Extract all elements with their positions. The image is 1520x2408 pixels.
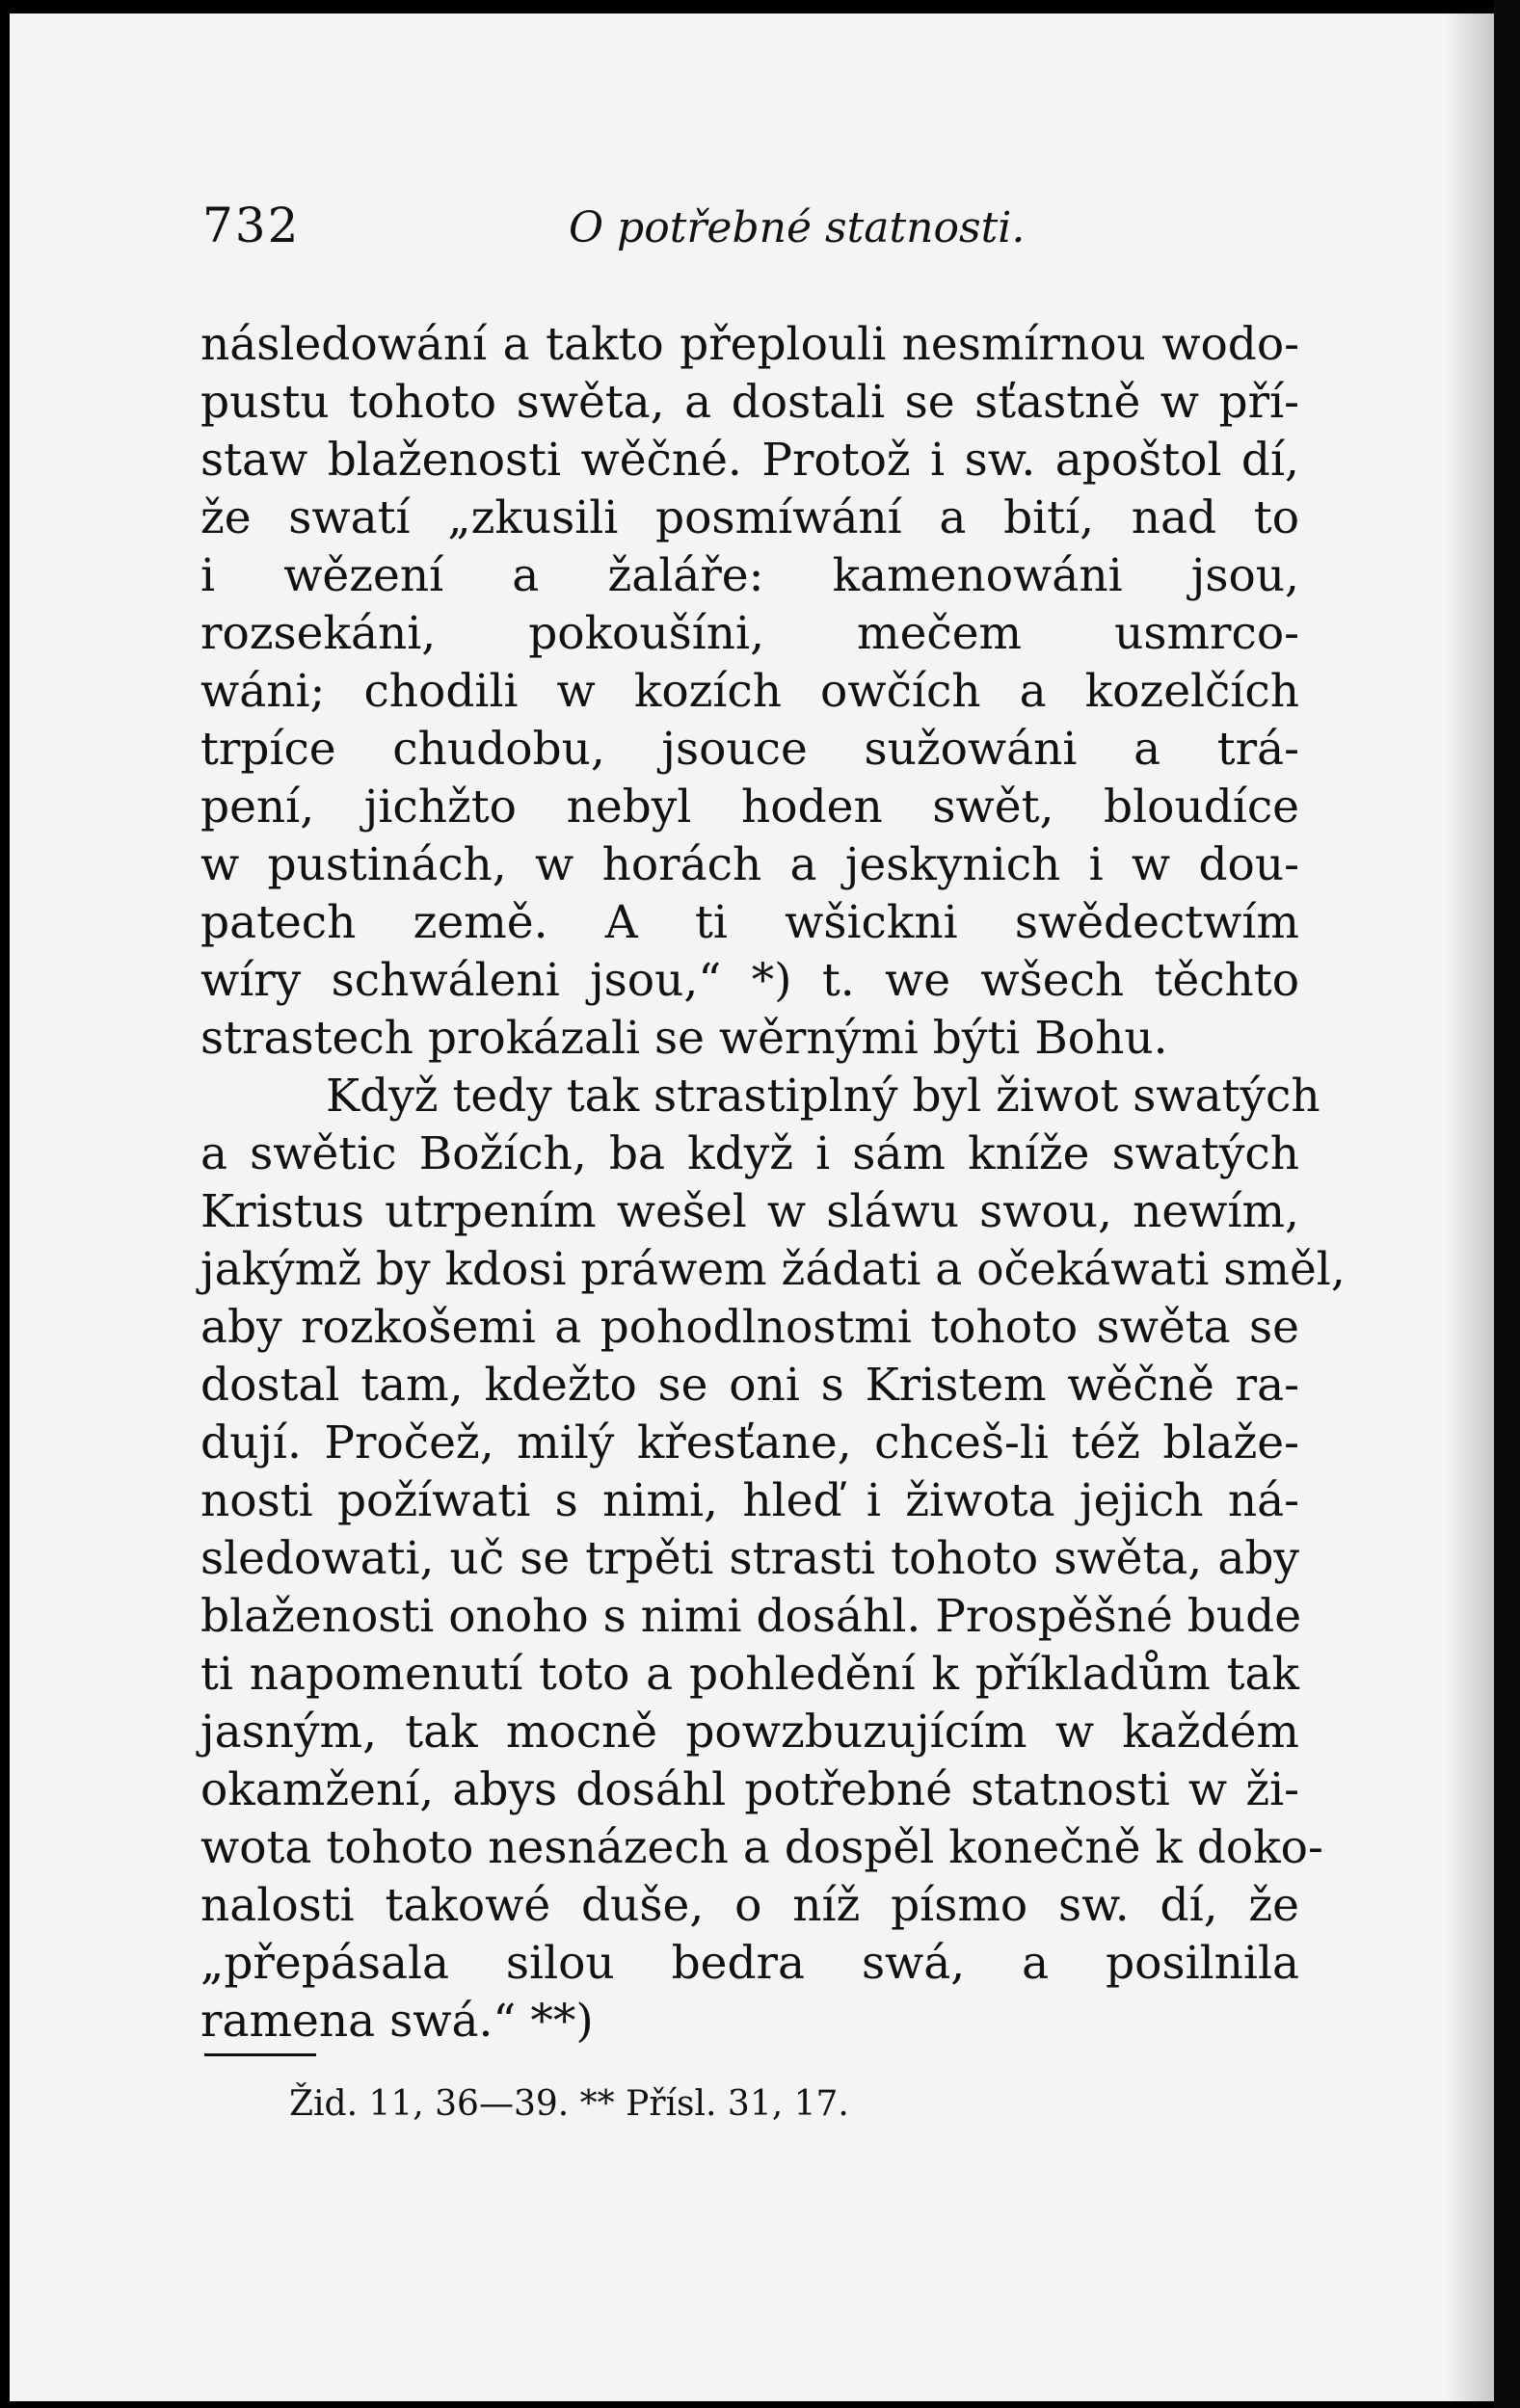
text-line: Kristus utrpením wešel w sláwu swou, newím,: [200, 1185, 1299, 1238]
text-line: wota tohoto nesnázech a dospěl konečně k doko-: [200, 1821, 1323, 1874]
text-line: jakýmž by kdosi práwem žádati a očekáwati směl,: [200, 1243, 1346, 1296]
footnote-divider: [204, 2053, 316, 2056]
footnote: Žid. 11, 36—39. ** Přísl. 31, 17.: [289, 2084, 849, 2124]
text-line: jasným, tak mocně powzbuzujícím w každém: [200, 1706, 1299, 1759]
text-line: následowání a takto přeplouli nesmírnou wodo-: [200, 318, 1299, 371]
text-line: ramena swá.“ **): [200, 1995, 594, 2048]
text-line: nalosti takowé duše, o níž písmo sw. dí, že: [200, 1879, 1299, 1932]
text-line: trpíce chudobu, jsouce sužowáni a trá-: [200, 723, 1299, 776]
text-line: staw blaženosti wěčné. Protož i sw. apoštol dí,: [200, 434, 1299, 487]
text-line: patech země. A ti wšickni swědectwím: [200, 896, 1299, 949]
text-line: wáni; chodili w kozích owčích a kozelčích: [200, 665, 1299, 718]
page-edge-shadow: [1446, 13, 1494, 2401]
text-line: pustu tohoto swěta, a dostali se sťastně w pří-: [200, 376, 1299, 429]
page-number: 732: [202, 198, 301, 253]
text-line: a swětic Božích, ba když i sám kníže swatých: [200, 1127, 1299, 1180]
text-line: okamžení, abys dosáhl potřebné statnosti w ži-: [200, 1763, 1299, 1816]
page-header: [202, 198, 1320, 265]
text-line: „přepásala silou bedra swá, a posilnila: [200, 1937, 1299, 1990]
text-line: aby rozkošemi a pohodlnostmi tohoto swěta se: [200, 1301, 1299, 1354]
text-line: že swatí „zkusili posmíwání a bití, nad to: [200, 491, 1299, 544]
text-line: blaženosti onoho s nimi dosáhl. Prospěšné bude: [200, 1590, 1302, 1643]
scan-border: [1494, 0, 1520, 2408]
text-line: wíry schwáleni jsou,“ *) t. we wšech těchto: [200, 954, 1299, 1007]
text-line: ti napomenutí toto a pohledění k příkladům tak: [200, 1648, 1299, 1701]
text-line: dují. Pročež, milý křesťane, chceš-li též blaže-: [200, 1416, 1299, 1469]
text-line: sledowati, uč se trpěti strasti tohoto swěta, aby: [200, 1532, 1299, 1585]
text-line: dostal tam, kdežto se oni s Kristem wěčně ra-: [200, 1359, 1299, 1412]
text-line: strastech prokázali se wěrnými býti Bohu.: [200, 1012, 1168, 1065]
text-line: nosti požíwati s nimi, hleď i žiwota jejich ná-: [200, 1474, 1299, 1527]
paragraph-start-line: Když tedy tak strastiplný byl žiwot swatých: [326, 1070, 1320, 1123]
body-text: [200, 316, 1346, 2051]
text-line: w pustinách, w horách a jeskynich i w dou-: [200, 838, 1299, 891]
text-line: i wězení a žaláře: kamenowáni jsou,: [200, 549, 1299, 602]
text-line: pení, jichžto nebyl hoden swět, bloudíce: [200, 781, 1299, 834]
text-line: rozsekáni, pokoušíni, mečem usmrco-: [200, 607, 1299, 660]
running-title: O potřebné statnosti.: [569, 203, 1026, 252]
